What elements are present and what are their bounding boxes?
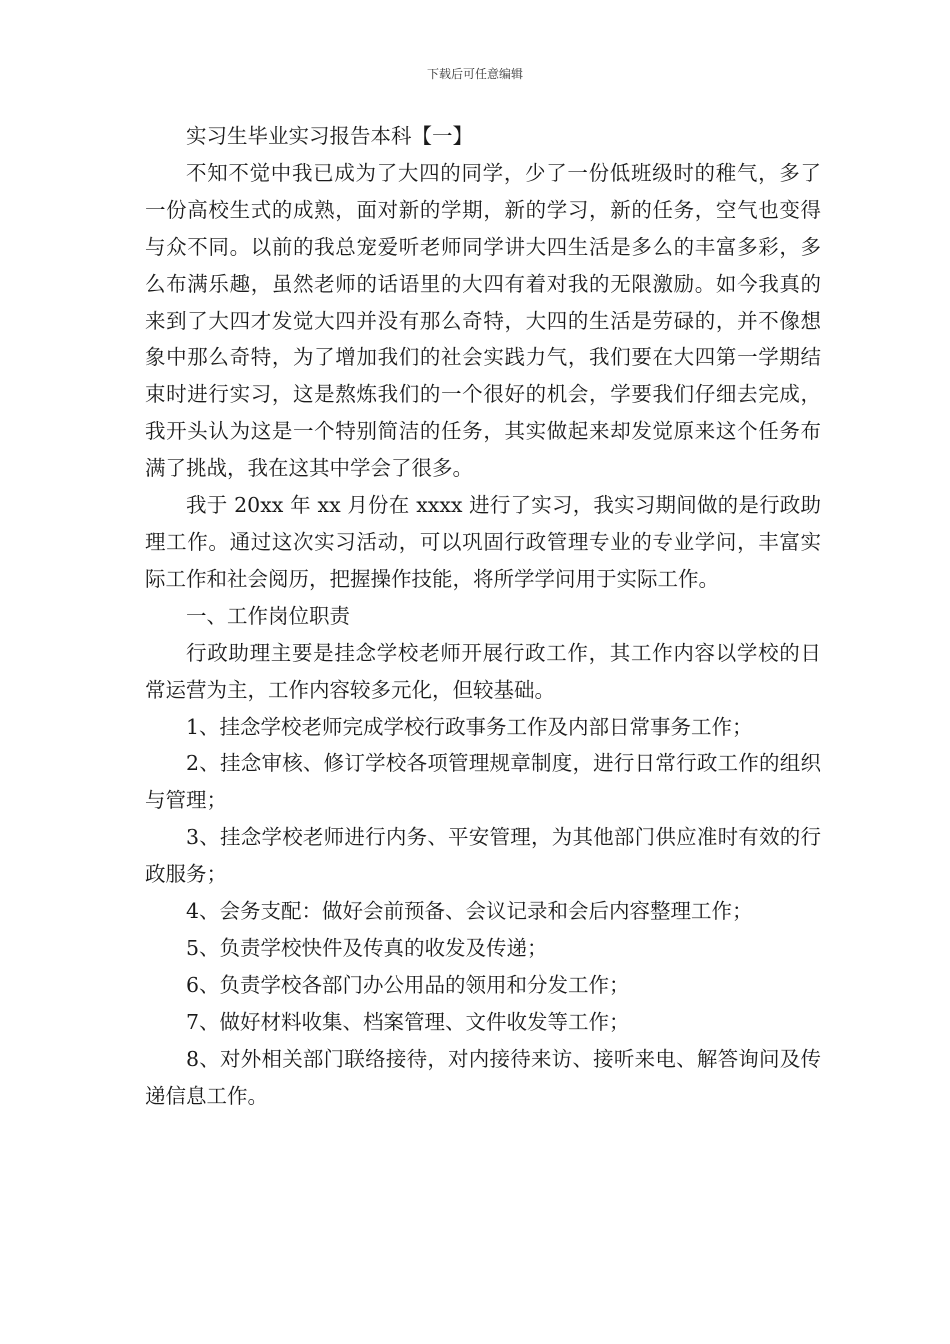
list-item-2: 2、挂念审核、修订学校各项管理规章制度，进行日常行政工作的组织与管理；	[145, 751, 821, 813]
list-item-7: 7、做好材料收集、档案管理、文件收发等工作；	[186, 1009, 630, 1034]
document-body	[145, 118, 821, 1114]
paragraph-duties-summary: 行政助理主要是挂念学校老师开展行政工作，其工作内容以学校的日常运营为主，工作内容较多元化，但较基础。	[145, 640, 821, 702]
page-header: 下载后可任意编辑	[426, 67, 523, 81]
list-item-5: 5、负责学校快件及传真的收发及传递；	[186, 935, 548, 960]
paragraph-internship: 我于 20xx 年 xx 月份在 xxxx 进行了实习，我实习期间做的是行政助理工作。通过这次实习活动，可以巩固行政管理专业的专业学问，丰富实际工作和社会阅历，把握操作技能，将所学学问用于实际工作。	[145, 493, 821, 591]
list-item-3: 3、挂念学校老师进行内务、平安管理，为其他部门供应准时有效的行政服务；	[145, 825, 821, 887]
list-item-8: 8、对外相关部门联络接待，对内接待来访、接听来电、解答询问及传递信息工作。	[145, 1046, 821, 1108]
document-title: 实习生毕业实习报告本科【一】	[186, 124, 473, 148]
paragraph-intro: 不知不觉中我已成为了大四的同学，少了一份低班级时的稚气，多了一份高校生式的成熟，面对新的学期，新的学习，新的任务，空气也变得与众不同。以前的我总宠爱听老师同学讲大四生活是多么的丰富多彩，多么布满乐趣，虽然老师的话语里的大四有着对我的无限激励。如今我真的来到了大四才发觉大四并没有那么奇特，大四的生活是劳碌的，并不像想象中那么奇特，为了增加我们的社会实践力气，我们要在大四第一学期结束时进行实习，这是熬炼我们的一个很好的机会，学要我们仔细去完成，我开头认为这是一个特别简洁的任务，其实做起来却发觉原来这个任务布满了挑战，我在这其中学会了很多。	[145, 160, 821, 481]
list-item-1: 1、挂念学校老师完成学校行政事务工作及内部日常事务工作；	[186, 714, 753, 739]
list-item-6: 6、负责学校各部门办公用品的领用和分发工作；	[186, 972, 630, 997]
section-heading-duties: 一、工作岗位职责	[186, 603, 350, 628]
list-item-4: 4、会务支配：做好会前预备、会议记录和会后内容整理工作；	[186, 899, 753, 924]
